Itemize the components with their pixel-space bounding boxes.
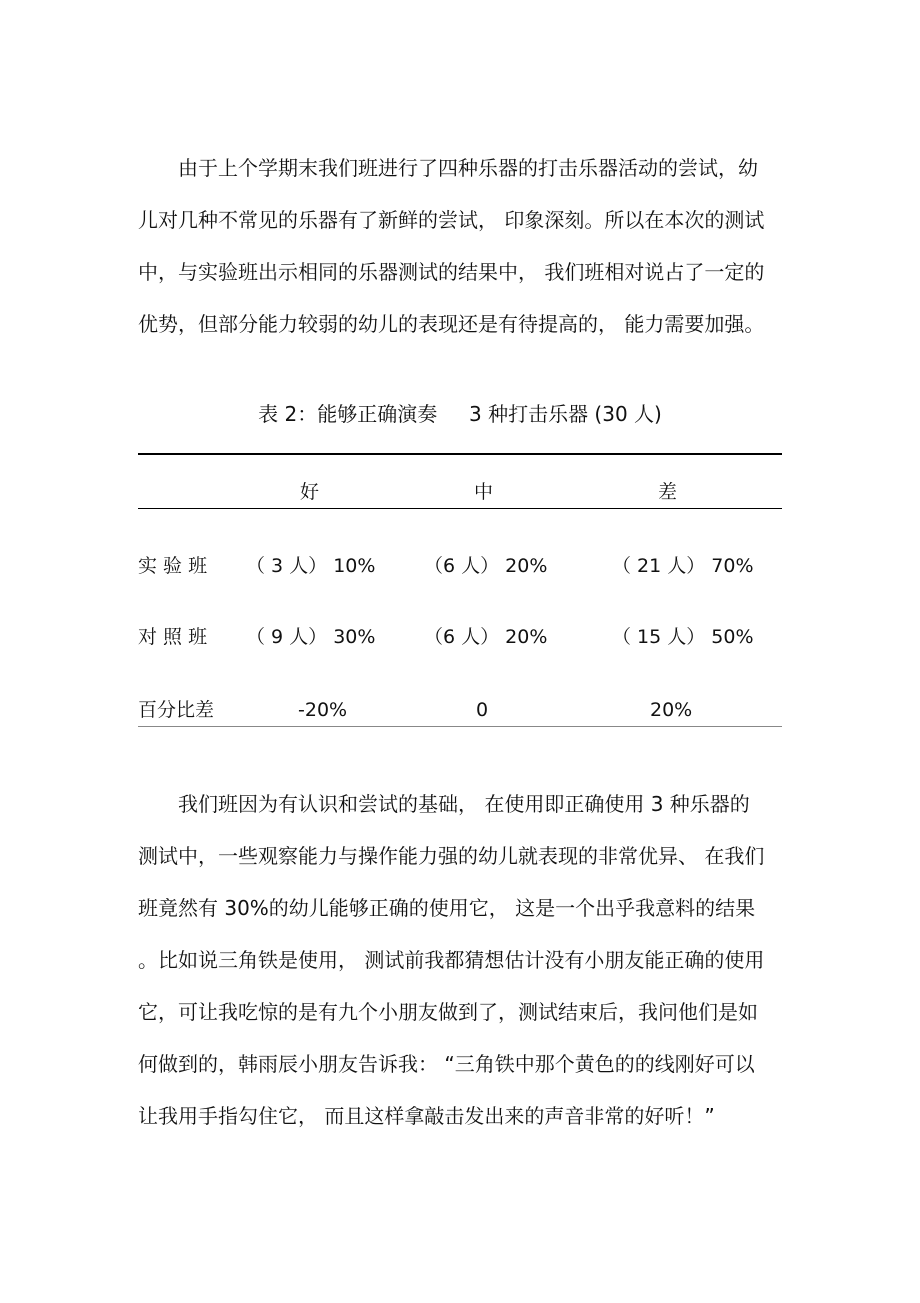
cell-mid: （6 人） 20% — [424, 626, 548, 648]
paragraph-line: 何做到的，韩雨辰小朋友告诉我： “三角铁中那个黄色的的线刚好可以 — [138, 1052, 755, 1076]
cell-mid: 0 — [476, 699, 489, 721]
paragraph-line: 儿对几种不常见的乐器有了新鲜的尝试， 印象深刻。所以在本次的测试 — [138, 208, 765, 232]
cell-mid: （6 人） 20% — [424, 555, 548, 577]
table-bottom-rule — [138, 726, 782, 727]
header-mid: 中 — [474, 481, 494, 503]
paragraph-line: 由于上个学期末我们班进行了四种乐器的打击乐器活动的尝试，幼 — [138, 156, 758, 180]
row-label-diff: 百分比差 — [138, 699, 215, 721]
cell-good: （ 9 人） 30% — [246, 626, 376, 648]
paragraph-line: 中，与实验班出示相同的乐器测试的结果中， 我们班相对说占了一定的 — [138, 260, 765, 284]
header-good: 好 — [300, 481, 320, 503]
paragraph-line: 班竟然有 30%的幼儿能够正确的使用它， 这是一个出乎我意料的结果 — [138, 896, 756, 920]
row-label-experimental: 实 验 班 — [138, 555, 208, 577]
cell-good: （ 3 人） 10% — [246, 555, 376, 577]
header-bad: 差 — [658, 481, 678, 503]
cell-bad: （ 21 人） 70% — [612, 555, 754, 577]
paragraph-line: 让我用手指勾住它， 而且这样拿敲击发出来的声音非常的好听！” — [138, 1104, 715, 1128]
table-header-rule — [138, 508, 782, 509]
cell-bad: （ 15 人） 50% — [612, 626, 754, 648]
paragraph-discussion — [138, 778, 784, 1142]
table-caption: 表 2：能够正确演奏 3 种打击乐器 (30 人) — [258, 402, 662, 426]
paragraph-line: 我们班因为有认识和尝试的基础， 在使用即正确使用 3 种乐器的 — [138, 792, 750, 816]
paragraph-intro — [138, 142, 784, 350]
table-top-rule — [138, 453, 782, 455]
paragraph-line: 。比如说三角铁是使用， 测试前我都猜想估计没有小朋友能正确的使用 — [138, 948, 765, 972]
paragraph-line: 测试中，一些观察能力与操作能力强的幼儿就表现的非常优异、 在我们 — [138, 844, 765, 868]
cell-bad: 20% — [650, 699, 693, 721]
paragraph-line: 优势，但部分能力较弱的幼儿的表现还是有待提高的， 能力需要加强。 — [138, 312, 765, 336]
cell-good: -20% — [298, 699, 348, 721]
row-label-control: 对 照 班 — [138, 626, 208, 648]
paragraph-line: 它，可让我吃惊的是有九个小朋友做到了，测试结束后，我问他们是如 — [138, 1000, 758, 1024]
